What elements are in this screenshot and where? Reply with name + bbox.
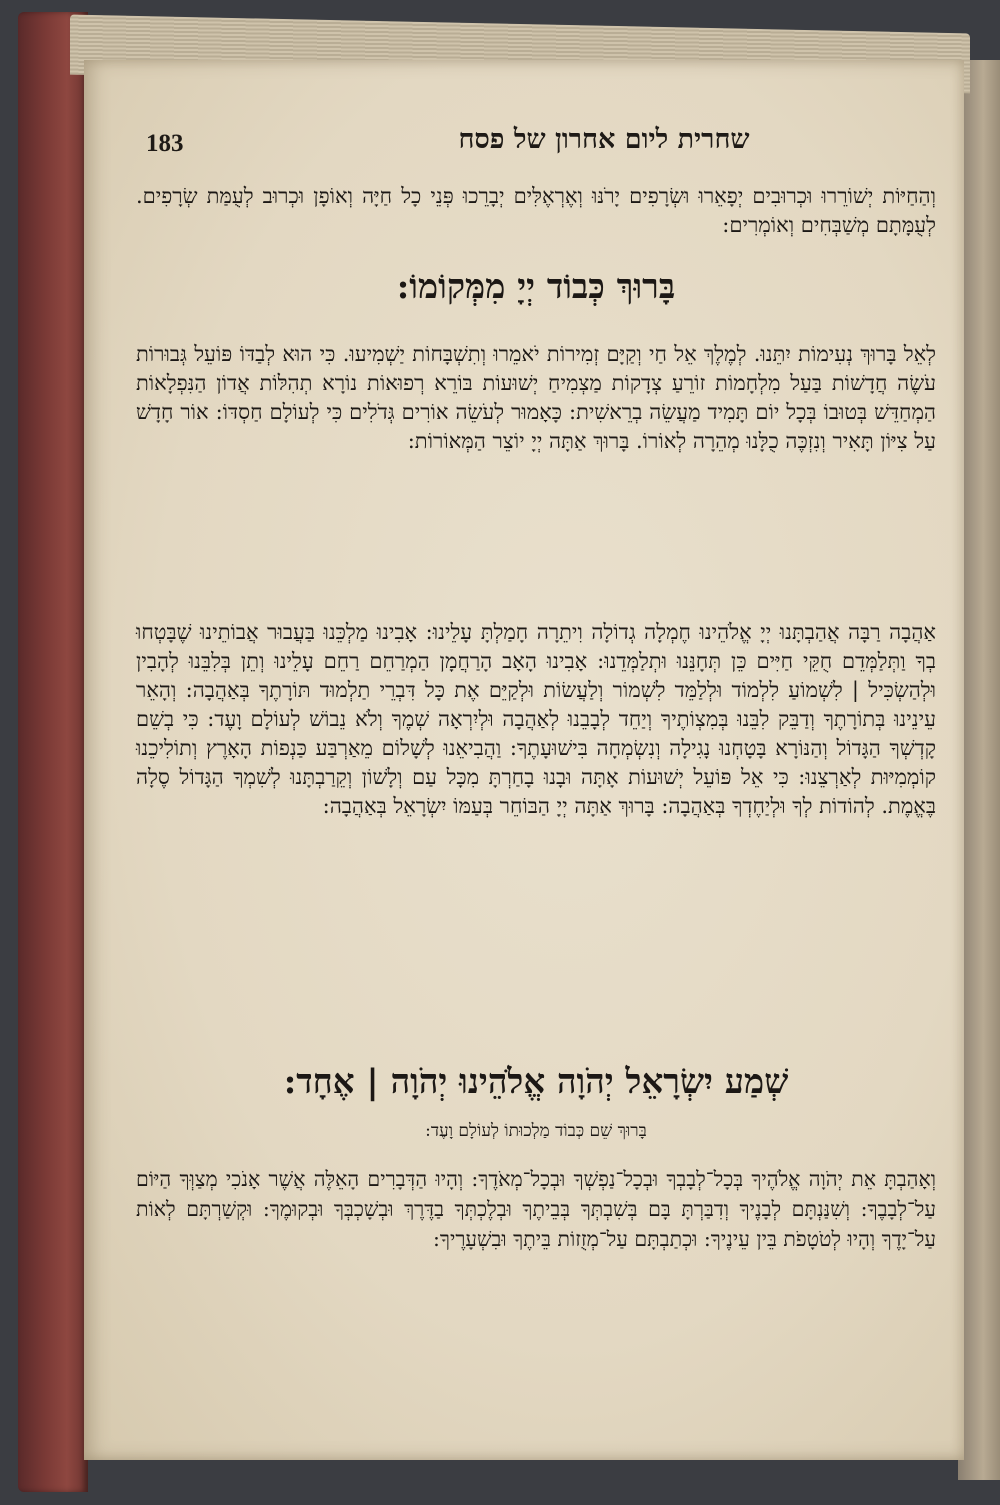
running-head: שחרית ליום אחרון של פסח xyxy=(458,124,750,155)
book-page xyxy=(84,60,964,1460)
book-cover-right xyxy=(958,60,1000,1480)
paragraph-lael-baruch: לְאֵל בָּרוּךְ נְעִימוֹת יִתֵּנוּ. לְמֶלֶךְ אֵל חַי וְקַיָּם זְמִירוֹת יֹאמֵרוּ וְתִשְׁבָּחוֹת יַשְׁמִיעוּ. כִּי הוּא לְבַדּוֹ פּוֹעֵל גְּבוּרוֹת עֹשֶׂה חֲדָשׁוֹת בַּעַל מִלְחָמוֹת זוֹרֵעַ צְדָקוֹת מַצְמִיחַ יְשׁוּעוֹת בּוֹרֵא רְפוּאוֹת נוֹרָא תְהִלּוֹת אֲדוֹן הַנִּפְלָאוֹת הַמְחַדֵּשׁ בְּטוּבוֹ בְּכָל יוֹם תָּמִיד מַעֲשֵׂה בְרֵאשִׁית: כָּאָמוּר לְעֹשֵׂה אוֹרִים גְּדֹלִים כִּי לְעוֹלָם חַסְדּוֹ: אוֹר חָדָשׁ עַל צִיּוֹן תָּאִיר וְנִזְכֶּה כֻלָּנוּ מְהֵרָה לְאוֹרוֹ. בָּרוּךְ אַתָּה יְיָ יוֹצֵר הַמְּאוֹרוֹת: xyxy=(136,342,936,453)
page-number: 183 xyxy=(146,130,184,157)
heading-baruch-shem: בָּרוּךְ שֵׁם כְּבוֹד מַלְכוּתוֹ לְעוֹלָם וָעֶד: xyxy=(425,1121,647,1141)
heading-baruch-kevod: בָּרוּךְ כְּבוֹד יְיָ מִמְּקוֹמוֹ: xyxy=(396,267,676,307)
book-cover-left xyxy=(18,12,88,1492)
heading-shema: שְׁמַע יִשְׂרָאֵל יְהֹוָה אֱלֹהֵינוּ יְהֹוָה | אֶחָד: xyxy=(283,1062,789,1102)
paragraph-kedusha-intro: וְהַחַיּוֹת יְשׁוֹרֵרוּ וּכְרוּבִים יְפָאֵרוּ וּשְׂרָפִים יָרֹנּוּ וְאֶרְאֶלִּים יְבָרֵכוּ פְּנֵי כָל חַיָּה וְאוֹפָן וּכְרוּב לְעֻמַּת שְׂרָפִים. לְעֻמָּתָם מְשַׁבְּחִים וְאוֹמְרִים: xyxy=(136,184,936,237)
paragraph-veahavta: וְאָהַבְתָּ אֵת יְהֹוָה אֱלֹהֶיךָ בְּכָל־לְבָבְךָ וּבְכָל־נַפְשְׁךָ וּבְכָל־מְאֹדֶךָ: וְהָיוּ הַדְּבָרִים הָאֵלֶּה אֲשֶׁר אָנֹכִי מְצַוְּךָ הַיּוֹם עַל־לְבָבֶךָ: וְשִׁנַּנְתָּם לְבָנֶיךָ וְדִבַּרְתָּ בָּם בְּשִׁבְתְּךָ בְּבֵיתֶךָ וּבְלֶכְתְּךָ בַדֶּרֶךְ וּבְשָׁכְבְּךָ וּבְקוּמֶךָ: וּקְשַׁרְתָּם לְאוֹת עַל־יָדֶךָ וְהָיוּ לְטֹטָפֹת בֵּין עֵינֶיךָ: וּכְתַבְתָּם עַל־מְזֻזוֹת בֵּיתֶךָ וּבִשְׁעָרֶיךָ: xyxy=(136,1167,936,1251)
paragraph-ahava-rabba: אַהֲבָה רַבָּה אֲהַבְתָּנוּ יְיָ אֱלֹהֵינוּ חֶמְלָה גְדוֹלָה וִיתֵרָה חָמַלְתָּ עָלֵינוּ: אָבִינוּ מַלְכֵּנוּ בַּעֲבוּר אֲבוֹתֵינוּ שֶׁבָּטְחוּ בְךָ וַתְּלַמְּדֵם חֻקֵּי חַיִּים כֵּן תְּחָנֵּנוּ וּתְלַמְּדֵנוּ: אָבִינוּ הָאָב הָרַחֲמָן הַמְרַחֵם רַחֵם עָלֵינוּ וְתֵן בְּלִבֵּנוּ לְהָבִין וּלְהַשְׂכִּיל | לִשְׁמוֹעַ לִלְמוֹד וּלְלַמֵּד לִשְׁמוֹר וְלַעֲשׂוֹת וּלְקַיֵּם אֶת כָּל דִּבְרֵי תַלְמוּד תּוֹרָתֶךָ בְּאַהֲבָה: וְהָאֵר עֵינֵינוּ בְּתוֹרָתֶךָ וְדַבֵּק לִבֵּנוּ בְּמִצְוֹתֶיךָ וְיַחֵד לְבָבֵנוּ לְאַהֲבָה וּלְיִרְאָה שְׁמֶךָ וְלֹא נֵבוֹשׁ לְעוֹלָם וָעֶד: כִּי בְשֵׁם קָדְשְׁךָ הַגָּדוֹל וְהַנּוֹרָא בָּטָחְנוּ נָגִילָה וְנִשְׂמְחָה בִּישׁוּעָתֶךָ: וַהֲבִיאֵנוּ לְשָׁלוֹם מֵאַרְבַּע כַּנְפוֹת הָאָרֶץ וְתוֹלִיכֵנוּ קוֹמְמִיּוּת לְאַרְצֵנוּ: כִּי אֵל פּוֹעֵל יְשׁוּעוֹת אָתָּה וּבָנוּ בָחַרְתָּ מִכָּל עַם וְלָשׁוֹן וְקֵרַבְתָּנוּ לְשִׁמְךָ הַגָּדוֹל סֶלָה בֶּאֱמֶת. לְהוֹדוֹת לְךָ וּלְיַחֶדְךָ בְּאַהֲבָה: בָּרוּךְ אַתָּה יְיָ הַבּוֹחֵר בְּעַמּוֹ יִשְׂרָאֵל בְּאַהֲבָה: xyxy=(136,620,936,818)
